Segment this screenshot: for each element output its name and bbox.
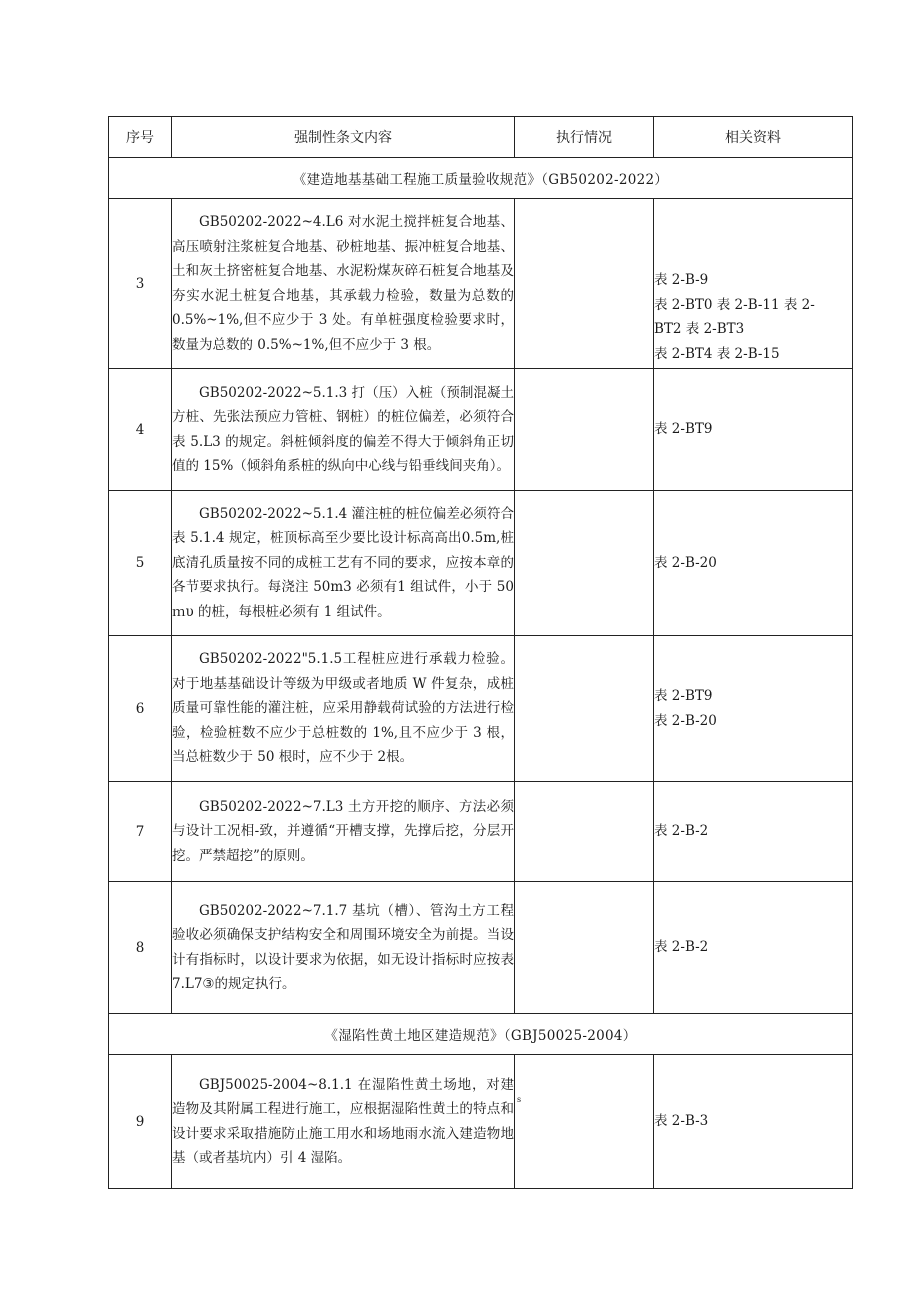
reference-line: 表 2-B-2	[654, 823, 709, 840]
table-row	[109, 369, 853, 491]
execution-cell	[515, 199, 654, 369]
header-row	[109, 117, 853, 158]
execution-cell	[515, 882, 654, 1014]
clause-text: GB50202-2022~7.L3 土方开挖的顺序、方法必须与设计工况相-致，并遵循“开槽支撑，先撑后挖，分层开挖。严禁超挖”的原则。	[172, 798, 514, 864]
execution-cell	[515, 782, 654, 882]
reference-cell	[654, 1055, 853, 1189]
stray-mark: s	[517, 1095, 522, 1104]
reference-cell	[654, 782, 853, 882]
table-row	[109, 491, 853, 636]
clause-content	[172, 1055, 515, 1189]
reference-cell	[654, 199, 853, 369]
table-row	[109, 199, 853, 369]
reference-line: 表 2-B-20	[654, 712, 717, 729]
table-row	[109, 882, 853, 1014]
clause-text: GB50202-2022"5.1.5工程桩应进行承载力检验。对于地基基础设计等级为甲级或者地质 W 件复杂，成桩质量可靠性能的灌注桩，应采用静载荷试验的方法进行检验，检验桩数不应少于总桩数的 1%,且不应少于 3 根，当总桩数少于 50 根时，应不少于 2根。	[172, 651, 514, 766]
reference-line: 表 2-B-20	[654, 554, 717, 571]
compliance-table	[108, 116, 853, 1189]
header-references: 相关资料	[654, 117, 853, 158]
clause-content	[172, 199, 515, 369]
section-title: 《建造地基基础工程施工质量验收规范》（GB50202-2022）	[109, 158, 853, 199]
reference-line: BT2 表 2-BT3	[654, 321, 745, 337]
row-number: 6	[109, 636, 172, 782]
section-row	[109, 158, 853, 199]
reference-line: 表 2-BT9	[654, 688, 713, 704]
section-row	[109, 1014, 853, 1055]
reference-cell	[654, 491, 853, 636]
clause-text: GBJ50025-2004~8.1.1 在湿陷性黄土场地，对建造物及其附属工程进行施工，应根据湿陷性黄土的特点和设计要求采取措施防止施工用水和场地雨水流入建造物地基（或者基坑内）引 4 湿陷。	[172, 1076, 514, 1166]
table-row	[109, 782, 853, 882]
section-title: 《湿陷性黄土地区建造规范》（GBJ50025-2004）	[109, 1014, 853, 1055]
row-number: 9	[109, 1055, 172, 1189]
reference-cell	[654, 636, 853, 782]
table-row	[109, 1055, 853, 1189]
clause-content	[172, 782, 515, 882]
row-number: 7	[109, 782, 172, 882]
clause-text: GB50202-2022~7.1.7 基坑（槽）、管沟土方工程验收必须确保支护结构安全和周围环境安全为前提。当设计有指标时，以设计要求为依据，如无设计指标时应按表 7.L7③的规定执行。	[172, 902, 514, 992]
reference-line: 表 2-B-9	[654, 272, 709, 288]
reference-line: 表 2-B-3	[654, 1113, 709, 1130]
clause-text: GB50202-2022~4.L6 对水泥土搅拌桩复合地基、高压喷射注浆桩复合地基、砂桩地基、振冲桩复合地基、土和灰土挤密桩复合地基、水泥粉煤灰碎石桩复合地基及夯实水泥土桩复合地基，其承载力检验，数量为总数的 0.5%~1%,但不应少于 3 处。有单桩强度检验要求时，数量为总数的 0.5%~1%,但不应少于 3 根。	[172, 214, 514, 353]
execution-cell	[515, 491, 654, 636]
clause-text: GB50202-2022~5.1.3 打（压）入桩（预制混凝土方桩、先张法预应力管桩、钢桩）的桩位偏差，必须符合表 5.L3 的规定。斜桩倾斜度的偏差不得大于倾斜角正切值的 15%（倾斜角系桩的纵向中心线与铅垂线间夹角）。	[172, 384, 514, 474]
reference-line: 表 2-BT0 表 2-B-11 表 2-	[654, 296, 815, 313]
execution-cell	[515, 369, 654, 491]
header-seq: 序号	[109, 117, 172, 158]
reference-cell	[654, 369, 853, 491]
reference-cell	[654, 882, 853, 1014]
header-execution: 执行情况	[515, 117, 654, 158]
clause-content	[172, 882, 515, 1014]
clause-text: GB50202-2022~5.1.4 灌注桩的桩位偏差必须符合表 5.1.4 规定，桩顶标高至少要比设计标高高出0.5m,桩底清孔质量按不同的成桩工艺有不同的要求，应按本章的各节要求执行。每浇注 50m3 必须有1 组试件，小于 50ｍυ 的桩，每根桩必须有 1 组试件。	[172, 505, 514, 620]
reference-line: 表 2-B-2	[654, 939, 709, 956]
execution-cell	[515, 636, 654, 782]
row-number: 8	[109, 882, 172, 1014]
table-row	[109, 636, 853, 782]
row-number: 3	[109, 199, 172, 369]
header-content: 强制性条文内容	[172, 117, 515, 158]
row-number: 4	[109, 369, 172, 491]
execution-cell	[515, 1055, 654, 1189]
reference-line: 表 2-BT4 表 2-B-15	[654, 345, 780, 362]
reference-line: 表 2-BT9	[654, 421, 713, 438]
clause-content	[172, 369, 515, 491]
clause-content	[172, 491, 515, 636]
row-number: 5	[109, 491, 172, 636]
clause-content	[172, 636, 515, 782]
